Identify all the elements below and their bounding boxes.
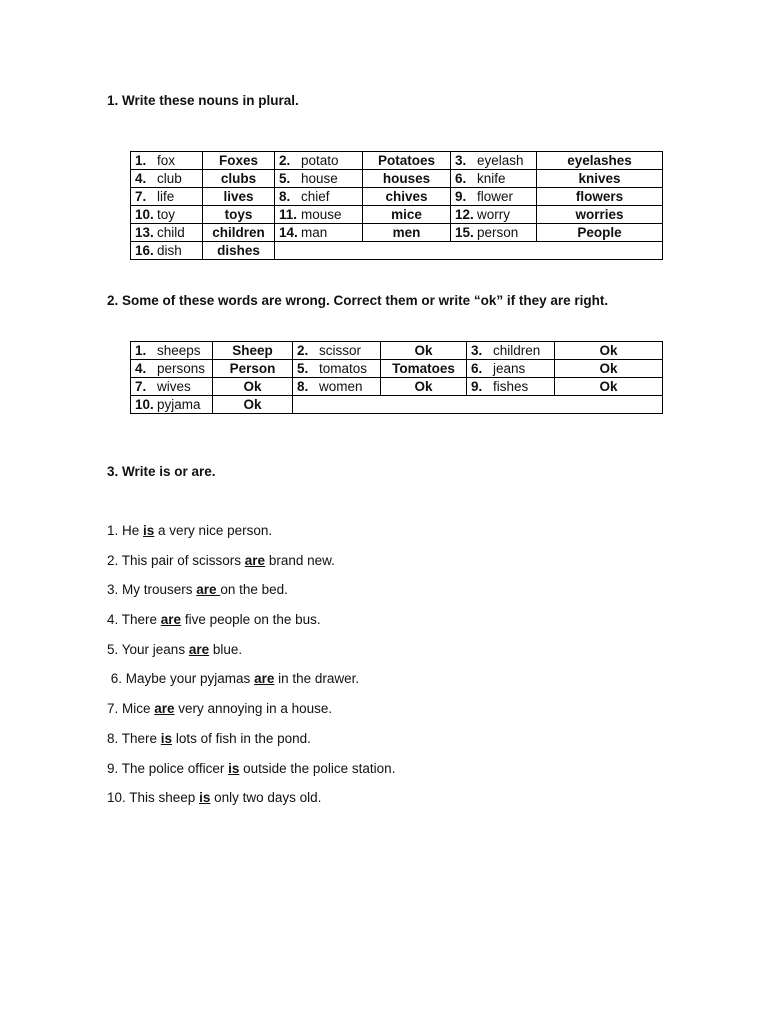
item-number: 13. (135, 225, 154, 240)
word-cell (131, 378, 213, 396)
correction-body (131, 342, 663, 414)
answer-cell: Ok (381, 378, 467, 396)
item-word: flower (477, 189, 514, 204)
item-number: 5. (297, 361, 309, 376)
word-cell (293, 378, 381, 396)
answer-cell: clubs (203, 170, 275, 188)
sentence-text: blue. (209, 641, 243, 657)
item-number: 3. (455, 153, 467, 168)
answer-cell: Sheep (213, 342, 293, 360)
item-number: 6. (471, 361, 483, 376)
item-number: 1. (135, 343, 147, 358)
answer-word: is (143, 523, 155, 538)
answer-cell: children (203, 224, 275, 242)
table-row (131, 152, 663, 170)
sentence-item (107, 729, 395, 759)
answer-word: are (188, 641, 210, 657)
sentence-item (107, 521, 395, 551)
answer-word: are (154, 701, 175, 717)
plural-nouns-body (131, 152, 663, 260)
item-number: 2. (297, 343, 309, 358)
word-cell (467, 342, 555, 360)
answer-word: is (228, 760, 240, 776)
item-number: 11. (279, 207, 298, 222)
word-cell (451, 152, 537, 170)
sentence-item (107, 759, 395, 789)
item-word: toy (157, 207, 176, 222)
sentence-item (107, 580, 395, 610)
item-word: wives (157, 379, 191, 394)
answer-cell: Ok (555, 378, 663, 396)
sentence-text: brand new. (265, 552, 335, 568)
item-word: man (301, 225, 328, 240)
answer-word: is (160, 730, 173, 746)
word-cell (275, 170, 363, 188)
item-word: eyelash (477, 153, 524, 168)
sentence-text: 8. There (107, 730, 161, 746)
item-number: 6. (455, 171, 467, 186)
word-cell (275, 224, 363, 242)
table-row (131, 224, 663, 242)
answer-word: are (244, 552, 266, 568)
answer-cell: Potatoes (363, 152, 451, 170)
item-number: 8. (297, 379, 309, 394)
word-cell (293, 360, 381, 378)
word-cell (293, 342, 381, 360)
item-word: fox (157, 153, 176, 168)
item-number: 10. (135, 397, 154, 412)
item-word: life (157, 189, 175, 204)
answer-cell: Tomatoes (381, 360, 467, 378)
word-cell (451, 188, 537, 206)
item-word: fishes (493, 379, 529, 394)
answer-cell: Ok (555, 360, 663, 378)
table-row (131, 396, 663, 414)
item-number: 5. (279, 171, 291, 186)
sentence-item (107, 610, 395, 640)
sentence-text: on the bed. (220, 582, 288, 598)
answer-cell: Ok (213, 378, 293, 396)
sentence-text: lots of fish in the pond. (172, 730, 311, 746)
word-cell (275, 152, 363, 170)
item-word: worry (477, 207, 510, 222)
answer-cell: dishes (203, 242, 275, 260)
sentence-text: 7. Mice (107, 701, 155, 717)
item-number: 9. (471, 379, 483, 394)
word-cell (451, 206, 537, 224)
answer-cell: chives (363, 188, 451, 206)
item-word: chief (301, 189, 330, 204)
item-number: 15. (455, 225, 474, 240)
answer-cell: Ok (213, 396, 293, 414)
section1-heading: 1. Write these nouns in plural. (107, 93, 299, 108)
word-cell (467, 378, 555, 396)
sentence-text: a very nice person. (154, 523, 273, 538)
item-word: mouse (301, 207, 342, 222)
answer-cell: Ok (381, 342, 467, 360)
item-number: 4. (135, 171, 147, 186)
word-cell (131, 224, 203, 242)
word-cell (467, 360, 555, 378)
sentence-item (107, 669, 395, 699)
item-word: women (319, 379, 363, 394)
sentence-text: 10. This sheep (107, 790, 200, 806)
answer-cell: Foxes (203, 152, 275, 170)
empty-cell (293, 396, 663, 414)
item-number: 7. (135, 189, 147, 204)
word-cell (131, 242, 203, 260)
table-row (131, 360, 663, 378)
answer-cell: men (363, 224, 451, 242)
sentence-item (107, 788, 395, 818)
sentence-text: five people on the bus. (181, 612, 321, 628)
answer-word: is (199, 790, 211, 806)
item-word: sheeps (157, 343, 201, 358)
item-word: tomatos (319, 361, 368, 376)
item-number: 4. (135, 361, 147, 376)
plural-nouns-table (130, 151, 663, 260)
sentence-item (107, 699, 395, 729)
answer-cell: lives (203, 188, 275, 206)
word-cell (131, 206, 203, 224)
sentence-text: in the drawer. (274, 671, 360, 687)
sentence-text: 4. There (107, 612, 161, 628)
answer-cell: mice (363, 206, 451, 224)
word-cell (131, 342, 213, 360)
sentence-text: only two days old. (210, 790, 322, 806)
item-word: scissor (319, 343, 362, 358)
word-cell (131, 152, 203, 170)
item-word: children (493, 343, 541, 358)
word-cell (131, 396, 213, 414)
item-word: person (477, 225, 519, 240)
item-word: dish (157, 243, 182, 258)
answer-cell: toys (203, 206, 275, 224)
item-number: 16. (135, 243, 154, 258)
item-word: persons (157, 361, 206, 376)
sentence-text: outside the police station. (239, 760, 396, 776)
answer-cell: worries (537, 206, 663, 224)
sentence-text: very annoying in a house. (174, 701, 333, 717)
item-word: house (301, 171, 338, 186)
section2-heading: 2. Some of these words are wrong. Correct them or write “ok” if they are right. (107, 293, 609, 308)
item-number: 14. (279, 225, 298, 240)
item-word: jeans (493, 361, 526, 376)
sentence-text: 5. Your jeans (107, 641, 189, 657)
answer-cell: knives (537, 170, 663, 188)
sentence-text: 2. This pair of scissors (107, 552, 245, 568)
sentence-text: 9. The police officer (107, 760, 229, 776)
item-word: club (157, 171, 182, 186)
sentence-text: 6. Maybe your pyjamas (107, 671, 255, 687)
item-word: knife (477, 171, 506, 186)
item-number: 3. (471, 343, 483, 358)
sentence-item (107, 640, 395, 670)
answer-cell: houses (363, 170, 451, 188)
item-word: pyjama (157, 397, 201, 412)
answer-word: are (254, 671, 275, 687)
word-cell (131, 170, 203, 188)
is-are-sentences (107, 521, 395, 818)
item-number: 12. (455, 207, 474, 222)
word-cell (451, 170, 537, 188)
item-number: 7. (135, 379, 147, 394)
word-cell (451, 224, 537, 242)
sentence-text: 1. He (107, 523, 144, 538)
word-cell (131, 360, 213, 378)
item-number: 2. (279, 153, 291, 168)
sentence-item (107, 551, 395, 581)
item-number: 1. (135, 153, 147, 168)
answer-cell: Person (213, 360, 293, 378)
table-row (131, 206, 663, 224)
table-row (131, 170, 663, 188)
answer-cell: eyelashes (537, 152, 663, 170)
word-cell (275, 206, 363, 224)
table-row (131, 188, 663, 206)
answer-cell: flowers (537, 188, 663, 206)
sentence-text: 3. My trousers (107, 582, 197, 598)
item-number: 9. (455, 189, 467, 204)
item-number: 10. (135, 207, 154, 222)
item-word: child (157, 225, 185, 240)
word-cell (131, 188, 203, 206)
item-number: 8. (279, 189, 291, 204)
answer-word: are (196, 582, 221, 598)
empty-cell (275, 242, 663, 260)
section3-heading: 3. Write is or are. (107, 464, 216, 479)
word-cell (275, 188, 363, 206)
answer-cell: People (537, 224, 663, 242)
table-row (131, 378, 663, 396)
table-row (131, 342, 663, 360)
answer-word: are (160, 612, 182, 628)
table-row (131, 242, 663, 260)
answer-cell: Ok (555, 342, 663, 360)
correction-table (130, 341, 663, 414)
item-word: potato (301, 153, 339, 168)
